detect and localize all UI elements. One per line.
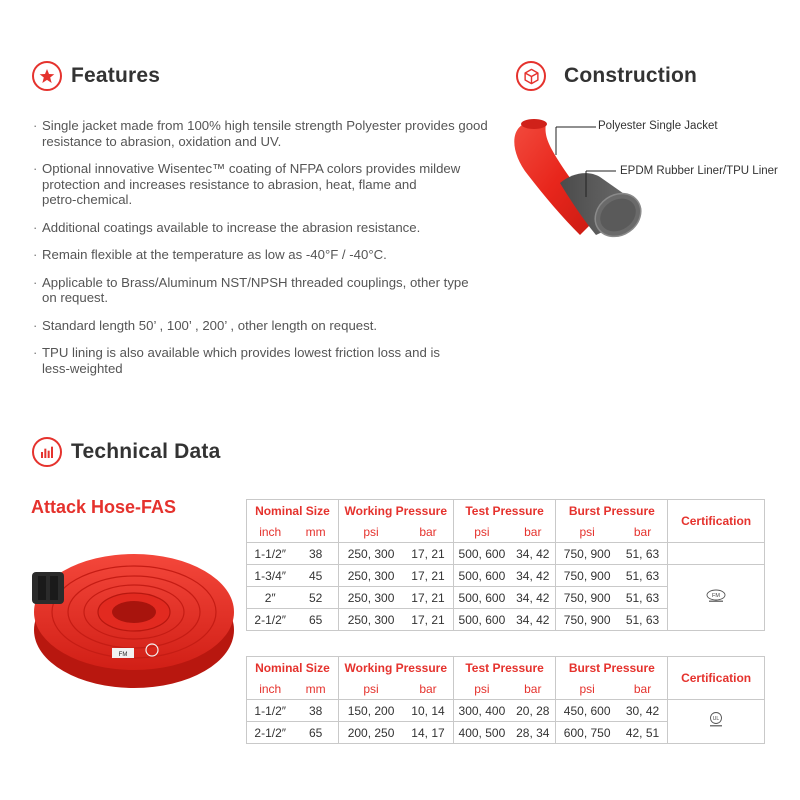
product-title: Attack Hose-FAS <box>31 497 177 517</box>
subheader-psi: psi <box>453 521 510 543</box>
table-cell: 20, 28 <box>510 700 556 722</box>
hose-reel-image <box>28 528 240 700</box>
table-cell: 17, 21 <box>403 543 453 565</box>
star-icon <box>32 61 62 91</box>
table-cell: 2″ <box>247 587 294 609</box>
feature-item <box>33 118 503 149</box>
feature-item <box>33 247 503 263</box>
feature-item-line: protection and increases resistance to abrasion, heat, flame and <box>42 176 417 192</box>
feature-item-line: petro-chemical. <box>42 192 133 207</box>
table-cell: 750, 900 <box>556 565 618 587</box>
feature-item <box>33 220 503 236</box>
table-row <box>247 543 765 565</box>
fm-approved-logo <box>668 565 765 631</box>
features-heading <box>32 61 160 91</box>
table-cell: 400, 500 <box>453 722 510 744</box>
table-cell: 300, 400 <box>453 700 510 722</box>
header-working-pressure: Working Pressure <box>338 657 453 679</box>
subheader-psi: psi <box>338 678 403 700</box>
table-cell: 34, 42 <box>510 543 556 565</box>
table-cell: 250, 300 <box>338 543 403 565</box>
table-cell: 500, 600 <box>453 565 510 587</box>
header-test-pressure: Test Pressure <box>453 657 556 679</box>
table-row <box>247 700 765 722</box>
bar-chart-icon <box>32 437 62 467</box>
construction-title: Construction <box>564 64 698 87</box>
feature-item <box>33 318 503 334</box>
technical-data-heading <box>32 437 220 467</box>
table-cell: 250, 300 <box>338 565 403 587</box>
label-epdm-liner: EPDM Rubber Liner/TPU Liner <box>620 165 778 177</box>
subheader-mm: mm <box>293 678 338 700</box>
feature-item-line: less-weighted <box>42 360 123 376</box>
subheader-bar: bar <box>510 678 556 700</box>
table-cell: 1-3/4″ <box>247 565 294 587</box>
feature-item <box>33 275 503 306</box>
header-nominal-size: Nominal Size <box>247 657 339 679</box>
feature-item <box>33 161 503 208</box>
subheader-psi: psi <box>338 521 403 543</box>
table-cell: 52 <box>293 587 338 609</box>
table-cell: 250, 300 <box>338 587 403 609</box>
feature-item <box>33 345 503 376</box>
certification-cell-empty <box>668 543 765 565</box>
feature-item-line: · Optional innovative Wisentec™ coating of NFPA colors provides mildew <box>42 161 461 176</box>
table-cell: 500, 600 <box>453 609 510 631</box>
table-cell: 17, 21 <box>403 609 453 631</box>
table-cell: 500, 600 <box>453 543 510 565</box>
table-cell: 1-1/2″ <box>247 700 294 722</box>
feature-item-line: · TPU lining is also available which provides lowest friction loss and is <box>42 345 441 360</box>
table-cell: 51, 63 <box>618 609 668 631</box>
table-cell: 10, 14 <box>403 700 453 722</box>
feature-item-line: · Single jacket made from 100% high tensile strength Polyester provides good <box>42 118 488 133</box>
construction-heading <box>516 61 697 91</box>
table-cell: 51, 63 <box>618 565 668 587</box>
table-cell: 34, 42 <box>510 565 556 587</box>
feature-item-line: · Applicable to Brass/Aluminum NST/NPSH threaded couplings, other type <box>42 274 469 290</box>
label-polyester-jacket: Polyester Single Jacket <box>598 120 718 132</box>
table-cell: 150, 200 <box>338 700 403 722</box>
table-cell: 750, 900 <box>556 609 618 631</box>
table-cell: 38 <box>293 543 338 565</box>
table-cell: 14, 17 <box>403 722 453 744</box>
feature-item-line: · Remain flexible at the temperature as low as -40°F / -40°C. <box>42 247 387 262</box>
table-row <box>247 565 765 587</box>
table-cell: 200, 250 <box>338 722 403 744</box>
subheader-bar: bar <box>618 521 668 543</box>
table-cell: 42, 51 <box>618 722 668 744</box>
table-cell: 38 <box>293 700 338 722</box>
table-cell: 30, 42 <box>618 700 668 722</box>
subheader-psi: psi <box>453 678 510 700</box>
feature-item-line: · Additional coatings available to increase the abrasion resistance. <box>42 219 421 235</box>
table-cell: 51, 63 <box>618 543 668 565</box>
header-certification: Certification <box>668 657 765 700</box>
svg-text:FM: FM <box>712 593 721 599</box>
table-cell: 34, 42 <box>510 609 556 631</box>
table-cell: 45 <box>293 565 338 587</box>
subheader-bar: bar <box>510 521 556 543</box>
table-cell: 1-1/2″ <box>247 543 294 565</box>
table-cell: 2-1/2″ <box>247 722 294 744</box>
feature-list <box>33 118 503 376</box>
svg-text:FM: FM <box>118 652 128 658</box>
features-title: Features <box>71 64 161 87</box>
table-cell: 500, 600 <box>453 587 510 609</box>
table-cell: 750, 900 <box>556 543 618 565</box>
subheader-psi: psi <box>556 521 618 543</box>
subheader-mm: mm <box>293 521 338 543</box>
table-cell: 17, 21 <box>403 587 453 609</box>
feature-item-line: · Standard length 50’ , 100’ , 200’ , other length on request. <box>42 317 378 333</box>
table-cell: 17, 21 <box>403 565 453 587</box>
spec-table-fm <box>246 499 765 631</box>
header-burst-pressure: Burst Pressure <box>556 657 668 679</box>
subheader-inch: inch <box>247 521 294 543</box>
header-burst-pressure: Burst Pressure <box>556 500 668 522</box>
table-cell: 750, 900 <box>556 587 618 609</box>
feature-item-line: on request. <box>42 290 108 305</box>
subheader-bar: bar <box>618 678 668 700</box>
table-cell: 34, 42 <box>510 587 556 609</box>
svg-text:UL: UL <box>712 716 720 722</box>
header-working-pressure: Working Pressure <box>338 500 453 522</box>
box-icon <box>516 61 546 91</box>
table-cell: 450, 600 <box>556 700 618 722</box>
table-cell: 600, 750 <box>556 722 618 744</box>
table-cell: 250, 300 <box>338 609 403 631</box>
table-cell: 65 <box>293 722 338 744</box>
table-cell: 51, 63 <box>618 587 668 609</box>
subheader-bar: bar <box>403 678 453 700</box>
spec-table-ul <box>246 656 765 744</box>
subheader-psi: psi <box>556 678 618 700</box>
table-cell: 65 <box>293 609 338 631</box>
subheader-inch: inch <box>247 678 294 700</box>
feature-item-line: resistance to abrasion, oxidation and UV. <box>42 133 282 149</box>
technical-data-title: Technical Data <box>71 440 221 463</box>
table-cell: 2-1/2″ <box>247 609 294 631</box>
subheader-bar: bar <box>403 521 453 543</box>
header-certification: Certification <box>668 500 765 543</box>
header-nominal-size: Nominal Size <box>247 500 339 522</box>
ul-listed-logo <box>668 700 765 744</box>
table-cell: 28, 34 <box>510 722 556 744</box>
header-test-pressure: Test Pressure <box>453 500 556 522</box>
